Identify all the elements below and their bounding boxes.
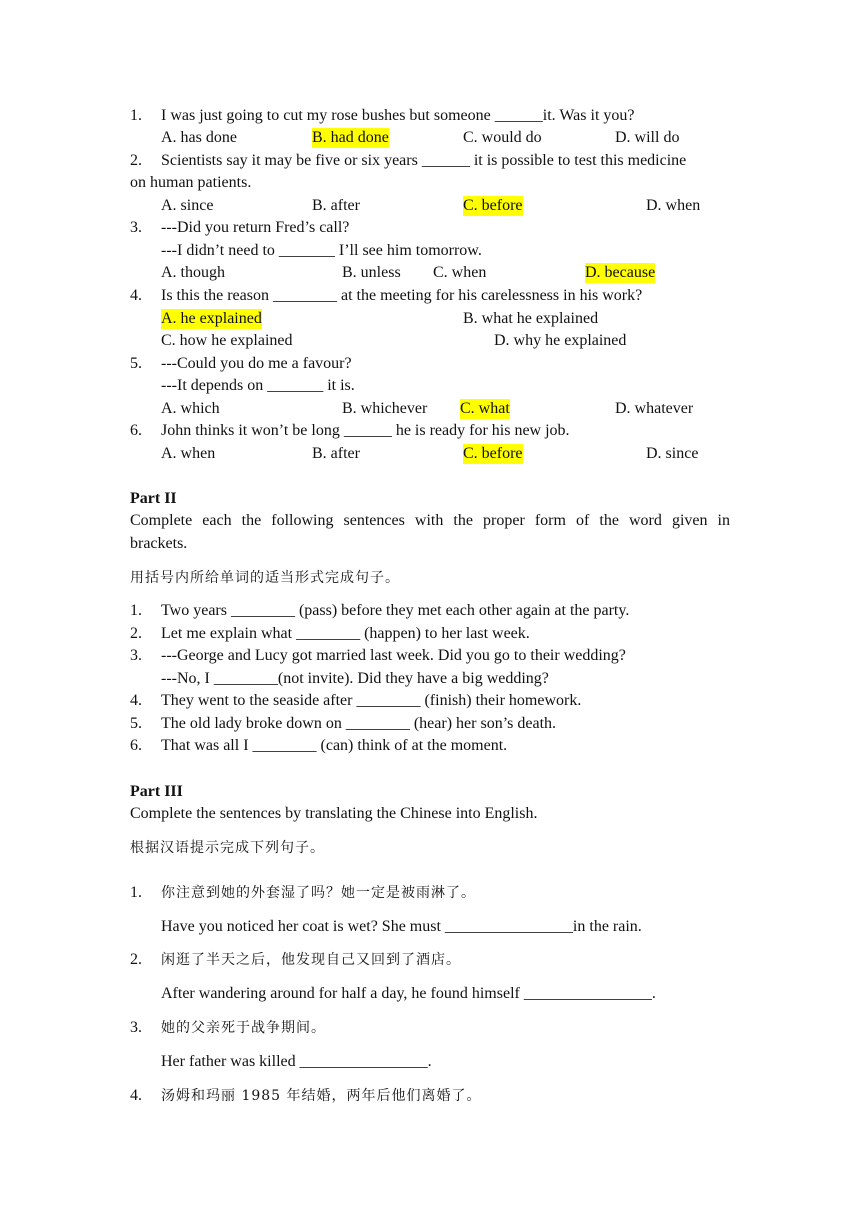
part2-instruction: Complete each the following sentences with the proper form of the word given in xyxy=(130,512,730,529)
part2-instruction-cont: brackets. xyxy=(130,535,188,552)
q1-option-c: C. would do xyxy=(463,129,542,146)
q2-option-d: D. when xyxy=(646,197,701,214)
part3-item-chinese: 闲逛了半天之后，他发现自己又回到了酒店。 xyxy=(161,952,461,968)
part2-item-number: 1. xyxy=(130,602,142,619)
q4-option-c: C. how he explained xyxy=(161,332,293,349)
part2-item-text: ---No, I ________(not invite). Did they have a big wedding? xyxy=(161,670,549,687)
q2-option-a: A. since xyxy=(161,197,214,214)
part2-item-number: 5. xyxy=(130,715,142,732)
part3-item-number: 4. xyxy=(130,1087,142,1104)
q4-option-b: B. what he explained xyxy=(463,310,599,327)
part2-item-text: That was all I ________ (can) think of at the moment. xyxy=(161,737,508,754)
part2-item-text: Two years ________ (pass) before they met each other again at the party. xyxy=(161,602,630,619)
part3-title: Part III xyxy=(130,783,183,800)
q1-text: I was just going to cut my rose bushes but someone ______it. Was it you? xyxy=(161,107,635,124)
q2-option-b: B. after xyxy=(312,197,360,214)
part2-item-number: 3. xyxy=(130,647,142,664)
part2-item-text: ---George and Lucy got married last week. Did you go to their wedding? xyxy=(161,647,626,664)
part3-instruction-chinese: 根据汉语提示完成下列句子。 xyxy=(130,840,325,856)
part3-item-number: 3. xyxy=(130,1019,142,1036)
part3-item-english: Her father was killed ________________. xyxy=(161,1053,432,1070)
q6-option-b: B. after xyxy=(312,445,360,462)
q5-option-c-answer: C. what xyxy=(460,400,510,417)
part2-item-text: They went to the seaside after ________ (finish) their homework. xyxy=(161,692,582,709)
q2-text-cont: on human patients. xyxy=(130,174,252,191)
part3-item-number: 2. xyxy=(130,951,142,968)
q3-option-b: B. unless xyxy=(342,264,401,281)
q5-option-b: B. whichever xyxy=(342,400,428,417)
part3-item-english: Have you noticed her coat is wet? She must ________________in the rain. xyxy=(161,918,642,935)
q4-option-d: D. why he explained xyxy=(494,332,627,349)
q4-option-a-answer: A. he explained xyxy=(161,310,262,327)
q1-option-d: D. will do xyxy=(615,129,680,146)
q5-line2: ---It depends on _______ it is. xyxy=(161,377,355,394)
q6-option-a: A. when xyxy=(161,445,216,462)
q5-option-a: A. which xyxy=(161,400,220,417)
q5-number: 5. xyxy=(130,355,142,372)
q3-line1: ---Did you return Fred’s call? xyxy=(161,219,350,236)
q3-option-c: C. when xyxy=(433,264,487,281)
part3-item-chinese: 汤姆和玛丽 1985 年结婚，两年后他们离婚了。 xyxy=(161,1088,482,1104)
part2-title: Part II xyxy=(130,490,177,507)
q6-number: 6. xyxy=(130,422,142,439)
q3-option-d-answer: D. because xyxy=(585,264,656,281)
part3-item-english: After wandering around for half a day, he found himself ________________. xyxy=(161,985,656,1002)
q1-option-a: A. has done xyxy=(161,129,237,146)
q1-option-b-answer: B. had done xyxy=(312,129,389,146)
q2-number: 2. xyxy=(130,152,142,169)
part3-item-chinese: 你注意到她的外套湿了吗？她一定是被雨淋了。 xyxy=(161,885,476,901)
part2-instruction-chinese: 用括号内所给单词的适当形式完成句子。 xyxy=(130,570,400,586)
part3-instruction: Complete the sentences by translating the Chinese into English. xyxy=(130,805,538,822)
q1-number: 1. xyxy=(130,107,142,124)
q4-number: 4. xyxy=(130,287,142,304)
part2-item-number: 6. xyxy=(130,737,142,754)
part2-item-number: 2. xyxy=(130,625,142,642)
q6-option-c-answer: C. before xyxy=(463,445,523,462)
part3-item-chinese: 她的父亲死于战争期间。 xyxy=(161,1020,326,1036)
part2-item-text: The old lady broke down on ________ (hear) her son’s death. xyxy=(161,715,557,732)
q3-option-a: A. though xyxy=(161,264,225,281)
q2-option-c-answer: C. before xyxy=(463,197,523,214)
q3-line2: ---I didn’t need to _______ I’ll see him tomorrow. xyxy=(161,242,482,259)
part2-item-text: Let me explain what ________ (happen) to her last week. xyxy=(161,625,530,642)
q5-line1: ---Could you do me a favour? xyxy=(161,355,352,372)
part3-item-number: 1. xyxy=(130,884,142,901)
q6-text: John thinks it won’t be long ______ he is ready for his new job. xyxy=(161,422,570,439)
q2-text: Scientists say it may be five or six years ______ it is possible to test this medicine xyxy=(161,152,687,169)
q4-text: Is this the reason ________ at the meeting for his carelessness in his work? xyxy=(161,287,643,304)
q6-option-d: D. since xyxy=(646,445,699,462)
part2-item-number: 4. xyxy=(130,692,142,709)
q3-number: 3. xyxy=(130,219,142,236)
q5-option-d: D. whatever xyxy=(615,400,694,417)
